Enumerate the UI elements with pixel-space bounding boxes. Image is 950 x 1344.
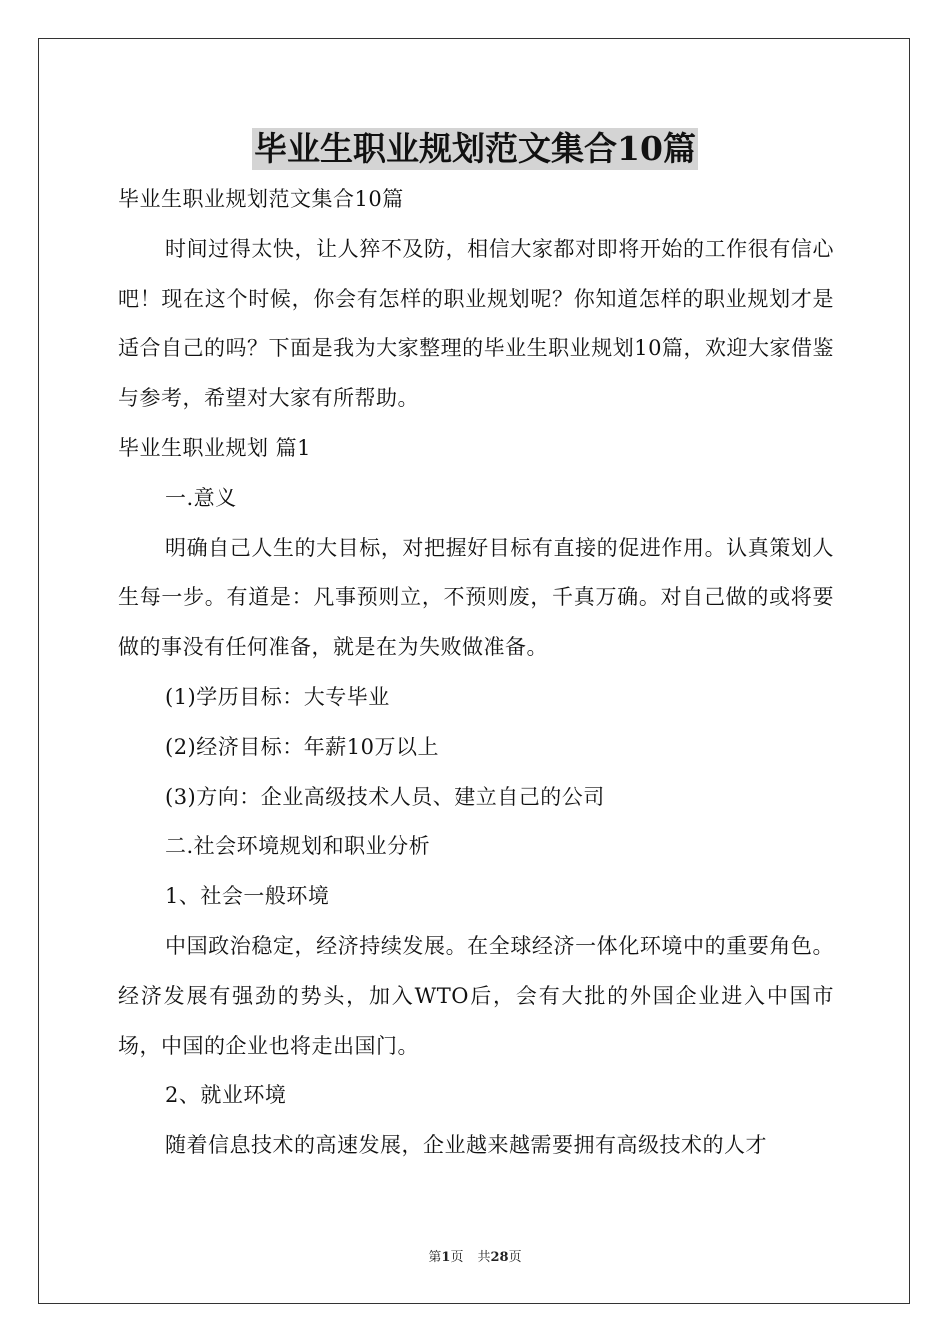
subheading-meaning: 一.意义 bbox=[165, 485, 237, 510]
intro-paragraph: 时间过得太快，让人猝不及防，相信大家都对即将开始的工作很有信心吧！现在这个时候，你会有怎样的职业规划呢？你知道怎样的职业规划才是适合自己的吗？下面是我为大家整理的毕业生职业规划10篇，欢迎大家借鉴与参考，希望对大家有所帮助。 bbox=[118, 236, 834, 411]
total-suffix: 页 bbox=[508, 1250, 522, 1265]
section-heading: 毕业生职业规划 篇1 bbox=[118, 435, 312, 460]
subheading-social-environment: 1、社会一般环境 bbox=[165, 884, 330, 909]
goal-economic: (2)经济目标：年薪10万以上 bbox=[165, 734, 439, 759]
page-footer bbox=[0, 1246, 950, 1265]
subheading-environment: 二.社会环境规划和职业分析 bbox=[165, 834, 431, 859]
document-title: 毕业生职业规划范文集合10篇 bbox=[254, 129, 696, 168]
page-total: 28 bbox=[490, 1250, 509, 1265]
page-current: 1 bbox=[441, 1250, 451, 1265]
document-body bbox=[118, 175, 834, 1171]
page-prefix: 第 bbox=[428, 1250, 442, 1265]
document-subtitle: 毕业生职业规划范文集合10篇 bbox=[118, 187, 404, 211]
subheading-employment-environment: 2、就业环境 bbox=[165, 1083, 287, 1108]
goal-education: (1)学历目标：大专毕业 bbox=[165, 684, 390, 709]
social-environment-paragraph: 中国政治稳定，经济持续发展。在全球经济一体化环境中的重要角色。经济发展有强劲的势头，加入WTO后，会有大批的外国企业进入中国市场，中国的企业也将走出国门。 bbox=[118, 933, 834, 1058]
total-prefix: 共 bbox=[477, 1250, 491, 1265]
meaning-paragraph: 明确自己人生的大目标，对把握好目标有直接的促进作用。认真策划人生每一步。有道是：凡事预则立，不预则废，千真万确。对自己做的或将要做的事没有任何准备，就是在为失败做准备。 bbox=[118, 535, 834, 660]
goal-direction: (3)方向：企业高级技术人员、建立自己的公司 bbox=[165, 784, 605, 809]
employment-paragraph: 随着信息技术的高速发展，企业越来越需要拥有高级技术的人才 bbox=[165, 1133, 767, 1158]
title-area bbox=[0, 128, 950, 170]
page-suffix: 页 bbox=[450, 1250, 464, 1265]
